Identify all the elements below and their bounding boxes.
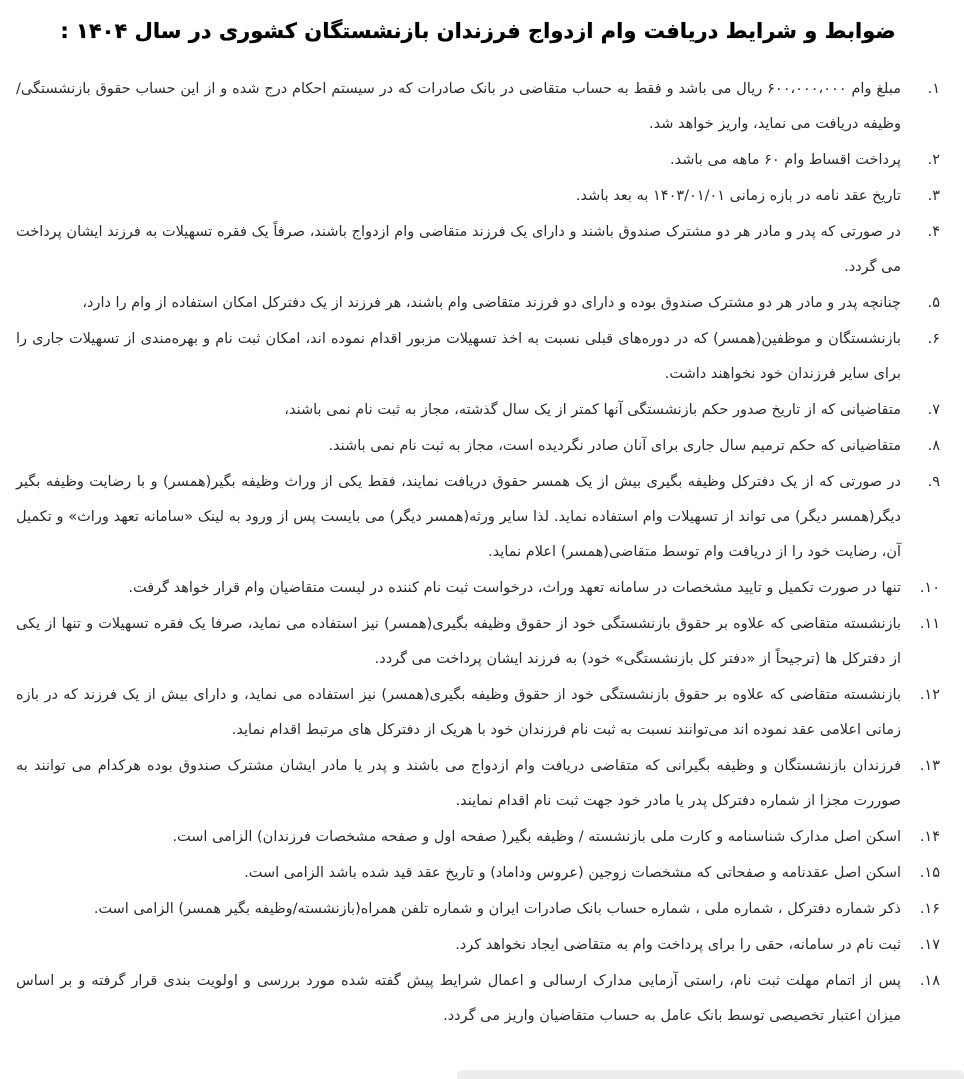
rule-text: در صورتی که از یک دفترکل وظیفه بگیری بیش از یک همسر حقوق دریافت نمایند، فقط یکی از وراث وظیفه بگیر(همسر) و با رضایت وظیفه بگیر دیگر(همسر دیگر) می تواند از تسهیلات وام استفاده نماید. لذا سایر ورثه(همسر دیگر) می بایست پس از ورود به لینک «سامانه تعهد وراث» و تکمیل آن، رضایت خود را از دریافت وام توسط متقاضی(همسر) اعلام نماید. [16, 473, 901, 560]
rule-number: ۲. [927, 151, 940, 168]
rule-text: بازنشستگان و موظفین(همسر) که در دوره‌های قبلی نسبت به اخذ تسهیلات مزبور اقدام نموده اند، امکان ثبت نام و بهره‌مندی از تسهیلات جاری را برای سایر فرزندان خود نخواهند داشت. [16, 330, 901, 382]
rule-item [16, 928, 940, 963]
rule-item [16, 215, 940, 285]
page-title: ضوابط و شرایط دریافت وام ازدواج فرزندان بازنشستگان کشوری در سال ۱۴۰۴ : [60, 19, 896, 43]
rule-text: تاریخ عقد نامه در بازه زمانی ۱۴۰۳/۰۱/۰۱ به بعد باشد. [575, 187, 901, 204]
rule-item [16, 465, 940, 570]
rule-item [16, 892, 940, 927]
rule-item [16, 856, 940, 891]
rule-text: ذکر شماره دفترکل ، شماره ملی ، شماره حساب بانک صادرات ایران و شماره تلفن همراه(بازنشسته/وظیفه بگیر همسر) الزامی است. [93, 900, 901, 917]
rule-item [16, 143, 940, 178]
rule-number: ۱۲. [919, 686, 940, 703]
rule-item [16, 393, 940, 428]
rule-text: مبلغ وام ۶۰۰،۰۰۰،۰۰۰ ریال می باشد و فقط به حساب متقاضی در بانک صادرات که در سیستم احکام درج شده و از این حساب حقوق بازنشستگی/ وظیفه دریافت می نماید، واریز خواهد شد. [16, 80, 901, 132]
rule-number: ۱۸. [919, 972, 940, 989]
rule-number: ۱۴. [919, 828, 940, 845]
rule-number: ۳. [927, 187, 940, 204]
rule-item [16, 322, 940, 392]
rule-item [16, 820, 940, 855]
rule-text: متقاضیانی که از تاریخ صدور حکم بازنشستگی آنها کمتر از یک سال گذشته، مجاز به ثبت نام نمی باشند، [284, 401, 901, 418]
rule-item [16, 678, 940, 748]
rule-item [16, 964, 940, 1034]
rule-number: ۴. [927, 223, 940, 240]
rule-number: ۱۱. [919, 615, 940, 632]
rule-number: ۶. [927, 330, 940, 347]
rule-item [16, 571, 940, 606]
rule-item [16, 72, 940, 142]
rule-number: ۱۶. [919, 900, 940, 917]
rule-number: ۹. [927, 473, 940, 490]
rule-number: ۱۵. [919, 864, 940, 881]
rule-text: پرداخت اقساط وام ۶۰ ماهه می باشد. [670, 151, 901, 168]
rule-text: ثبت نام در سامانه، حقی را برای پرداخت وام به متقاضی ایجاد نخواهد کرد. [455, 936, 901, 953]
rule-text: اسکن اصل مدارک شناسنامه و کارت ملی بازنشسته / وظیفه بگیر( صفحه اول و صفحه مشخصات فرزندان) الزامی است. [172, 828, 901, 845]
rule-text: چنانچه پدر و مادر هر دو مشترک صندوق بوده و دارای دو فرزند متقاضی وام باشند، هر فرزند از یک دفترکل امکان استفاده از وام را دارد، [82, 294, 901, 311]
rule-number: ۱۷. [919, 936, 940, 953]
rule-text: بازنشسته متقاضی که علاوه بر حقوق بازنشستگی خود از حقوق وظیفه بگیری(همسر) نیز استفاده می نماید، صرفا یک فقره تسهیلات و تنها از یکی از دفترکل ها (ترجیحاً از «دفتر کل بازنشستگی» خود) به فرزند ایشان پرداخت می گردد. [16, 615, 901, 667]
rule-text: اسکن اصل عقدنامه و صفحاتی که مشخصات زوجین (عروس وداماد) و تاریخ عقد قید شده باشد الزامی است. [244, 864, 901, 881]
rule-number: ۱۳. [919, 757, 940, 774]
rule-number: ۱. [927, 80, 940, 97]
rule-number: ۵. [927, 294, 940, 311]
rule-item [16, 607, 940, 677]
rule-item [16, 429, 940, 464]
rule-number: ۱۰. [919, 579, 940, 596]
rule-number: ۸. [927, 437, 940, 454]
rule-item [16, 286, 940, 321]
rule-text: تنها در صورت تکمیل و تایید مشخصات در سامانه تعهد وراث، درخواست ثبت نام کننده در لیست متقاضیان وام قرار خواهد گرفت. [128, 579, 901, 596]
rule-text: در صورتی که پدر و مادر هر دو مشترک صندوق باشند و دارای یک فرزند متقاضی وام ازدواج باشند، صرفاً یک فقره تسهیلات به فرزند ایشان پرداخت می گردد. [16, 223, 901, 275]
cropped-element-edge [457, 1070, 964, 1079]
rule-item [16, 749, 940, 819]
rule-text: بازنشسته متقاضی که علاوه بر حقوق بازنشستگی خود از حقوق وظیفه بگیری(همسر) نیز استفاده می نماید، و دارای بیش از یک فرزند که در بازه زمانی اعلامی عقد نموده اند می‌توانند نسبت به ثبت نام فرزندان خود با هریک از دفترکل های مرتبط اقدام نماید. [16, 686, 901, 738]
rules-list [16, 72, 940, 1034]
rule-item [16, 179, 940, 214]
rule-text: متقاضیانی که حکم ترمیم سال جاری برای آنان صادر نگردیده است، مجاز به ثبت نام نمی باشند. [328, 437, 901, 454]
rule-number: ۷. [927, 401, 940, 418]
rule-text: پس از اتمام مهلت ثبت نام، راستی آزمایی مدارک ارسالی و اعمال شرایط پیش گفته شده مورد بررسی و اولویت بندی قرار گرفته و بر اساس میزان اعتبار تخصیصی توسط بانک عامل به حساب متقاضیان واریز می گردد. [16, 972, 901, 1024]
rule-text: فرزندان بازنشستگان و وظیفه بگیرانی که متقاضی دریافت وام ازدواج می باشند و پدر یا مادر ایشان مشترک صندوق بوده هرکدام می توانند به صوررت مجزا از شماره دفترکل پدر یا مادر خود جهت ثبت نام اقدام نمایند. [16, 757, 901, 809]
